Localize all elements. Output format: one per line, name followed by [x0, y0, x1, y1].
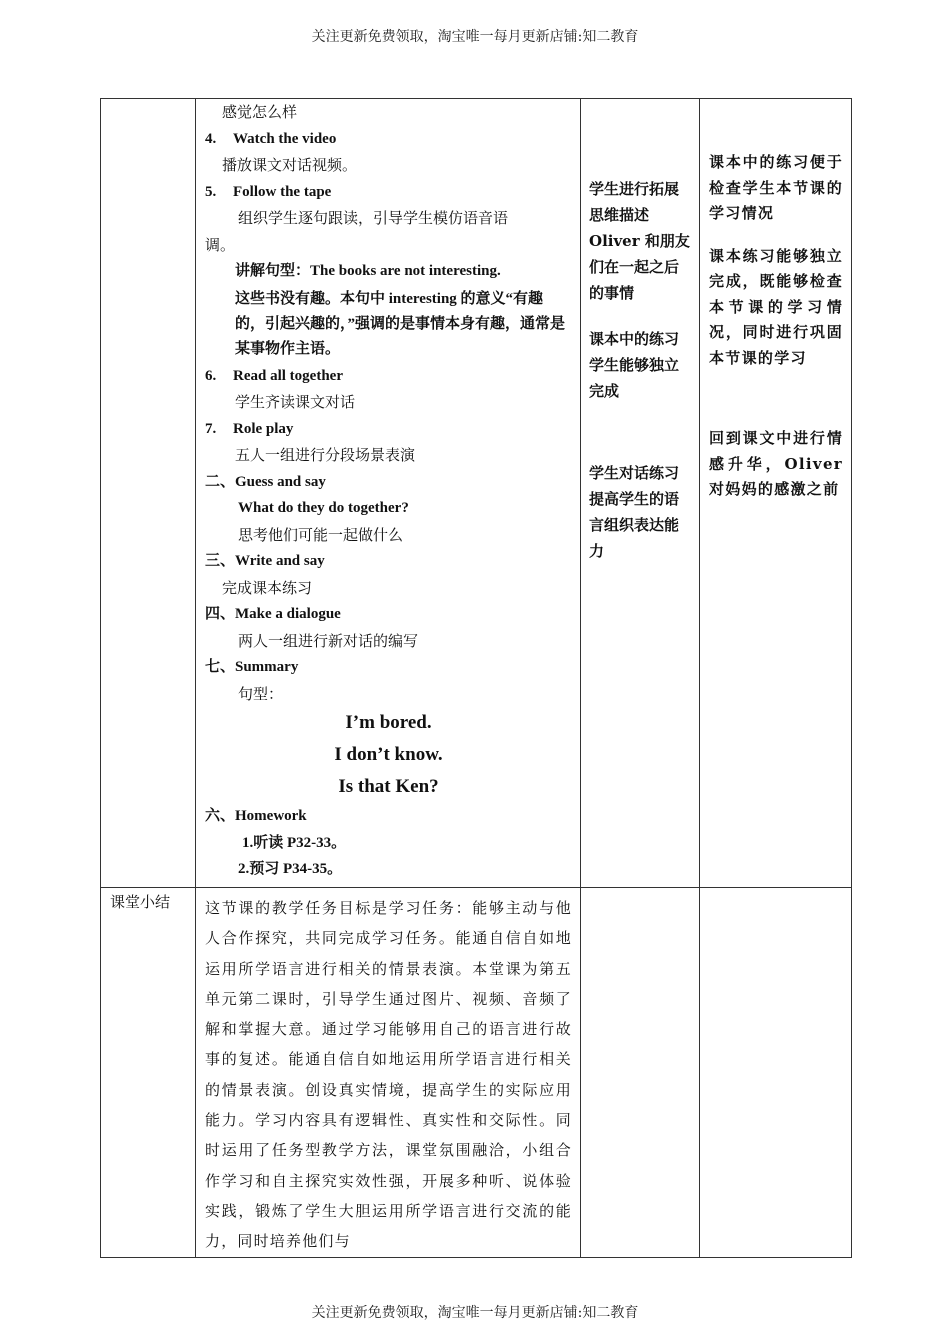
- guess-desc: 思考他们可能一起做什么: [238, 525, 404, 544]
- key-sentence-3: Is that Ken?: [338, 776, 439, 797]
- page-header: 关注更新免费领取，淘宝唯一每月更新店铺:知二教育: [311, 29, 639, 45]
- empty-cell-4: [700, 888, 852, 1258]
- class-summary-text-cell: [196, 888, 581, 1258]
- intent-1: 课本中的练习便于检查学生本节课的学习情况: [709, 153, 843, 222]
- step-7-desc: 五人一组进行分段场景表演: [235, 446, 416, 464]
- class-summary-label: 课堂小结: [110, 893, 171, 911]
- class-summary-label-cell: [101, 888, 196, 1258]
- summary-title: 七、Summary: [205, 659, 299, 675]
- guess-question: What do they do together?: [238, 500, 409, 516]
- teaching-steps-cell: 感觉怎么样 4. Watch the video 播放课文对话视频。 5. Follow the tape 组织学生逐句跟读，引导学生模仿语音语 调。 讲解句型：The books are not interesting. 这些书没有趣。本句中 interesting 的意义“有趣的，引起兴趣的，”强调的是事情本身有趣，通常是某事物作主语。 6. Read all together 学生齐读课文对话 7. Role play 五人一组进行分段场景表演 二、Guess and say What do they do together? 思考他们可能一起做什么 三、Write and say 完成课本练习 四、Make a dialogue 两人一组进行新对话的编写 七、Summary 句型： I’m bored. I don’t know. Is that Ken? 六、Homework 1.听读 P32-33。 2.预习 P34-35。: [196, 99, 581, 888]
- lesson-plan-table: [100, 98, 852, 1258]
- summary-label: 句型：: [238, 684, 284, 703]
- step-7-title: Role play: [233, 420, 294, 437]
- step-feel: 感觉怎么样: [222, 103, 298, 121]
- write-title: 三、Write and say: [205, 553, 325, 569]
- step-5-desc-cont: 调。: [205, 235, 236, 254]
- intent-2: 课本练习能够独立完成，既能够检查本节课的学习情况，同时进行巩固本节课的学习: [709, 246, 843, 367]
- key-sentence-1: I’m bored.: [345, 712, 432, 733]
- row-label-cell: [101, 99, 196, 888]
- step-5-pattern: 讲解句型：The books are not interesting.: [235, 263, 501, 279]
- class-summary-row: [101, 888, 852, 1258]
- step-5-desc: 组织学生逐句跟读，引导学生模仿语音语: [238, 209, 509, 227]
- homework-title: 六、Homework: [205, 808, 307, 824]
- student-activity-cell: [581, 99, 700, 888]
- step-4-title: Watch the video: [233, 130, 337, 147]
- step-6-desc: 学生齐读课文对话: [235, 393, 356, 411]
- homework-item-1: 1.听读 P32-33。: [242, 834, 347, 851]
- homework-item-2: 2.预习 P34-35。: [238, 861, 343, 877]
- write-desc: 完成课本练习: [222, 578, 313, 597]
- step-5-title: Follow the tape: [233, 183, 332, 200]
- empty-cell-3: [581, 888, 700, 1258]
- activity-3: 学生对话练习提高学生的语言组织表达能力: [589, 464, 680, 560]
- procedure-row: [101, 99, 852, 888]
- step-4-desc: 播放课文对话视频。: [222, 156, 358, 174]
- intent-3: 回到课文中进行情感升华，Oliver 对妈妈的感激之前: [709, 429, 843, 498]
- step-5-explain: 这些书没有趣。本句中 interesting 的意义“有趣的，引起兴趣的，”强调的是事情本身有趣，通常是某事物作主语。: [235, 290, 566, 357]
- guess-title: 二、Guess and say: [205, 473, 326, 490]
- activity-2: 课本中的练习学生能够独立完成: [589, 330, 680, 400]
- page-footer: 关注更新免费领取，淘宝唯一每月更新店铺:知二教育: [311, 1305, 639, 1321]
- key-sentence-2: I don’t know.: [334, 744, 443, 765]
- dialogue-desc: 两人一组进行新对话的编写: [238, 631, 419, 650]
- step-6-title: Read all together: [233, 367, 343, 384]
- design-intent-cell: [700, 99, 852, 888]
- activity-1: 学生进行拓展思维描述 Oliver 和朋友们在一起之后的事情: [589, 180, 690, 302]
- class-summary-text: 这节课的教学任务目标是学习任务：能够主动与他人合作探究，共同完成学习任务。能通自信自如地运用所学语言进行相关的情景表演。本堂课为第五单元第二课时，引导学生通过图片、视频、音频了解和掌握大意。通过学习能够用自己的语言进行故事的复述。能通自信自如地运用所学语言进行相关的情景表演。创设真实情境，提高学生的实际应用能力。学习内容具有逻辑性、真实性和交际性。同时运用了任务型教学方法，课堂氛围融洽，小组合作学习和自主探究实效性强，开展多种听、说体验实践，锻炼了学生大胆运用所学语言进行交流的能力，同时培养他们与: [205, 899, 572, 1251]
- dialogue-title: 四、Make a dialogue: [205, 606, 341, 622]
